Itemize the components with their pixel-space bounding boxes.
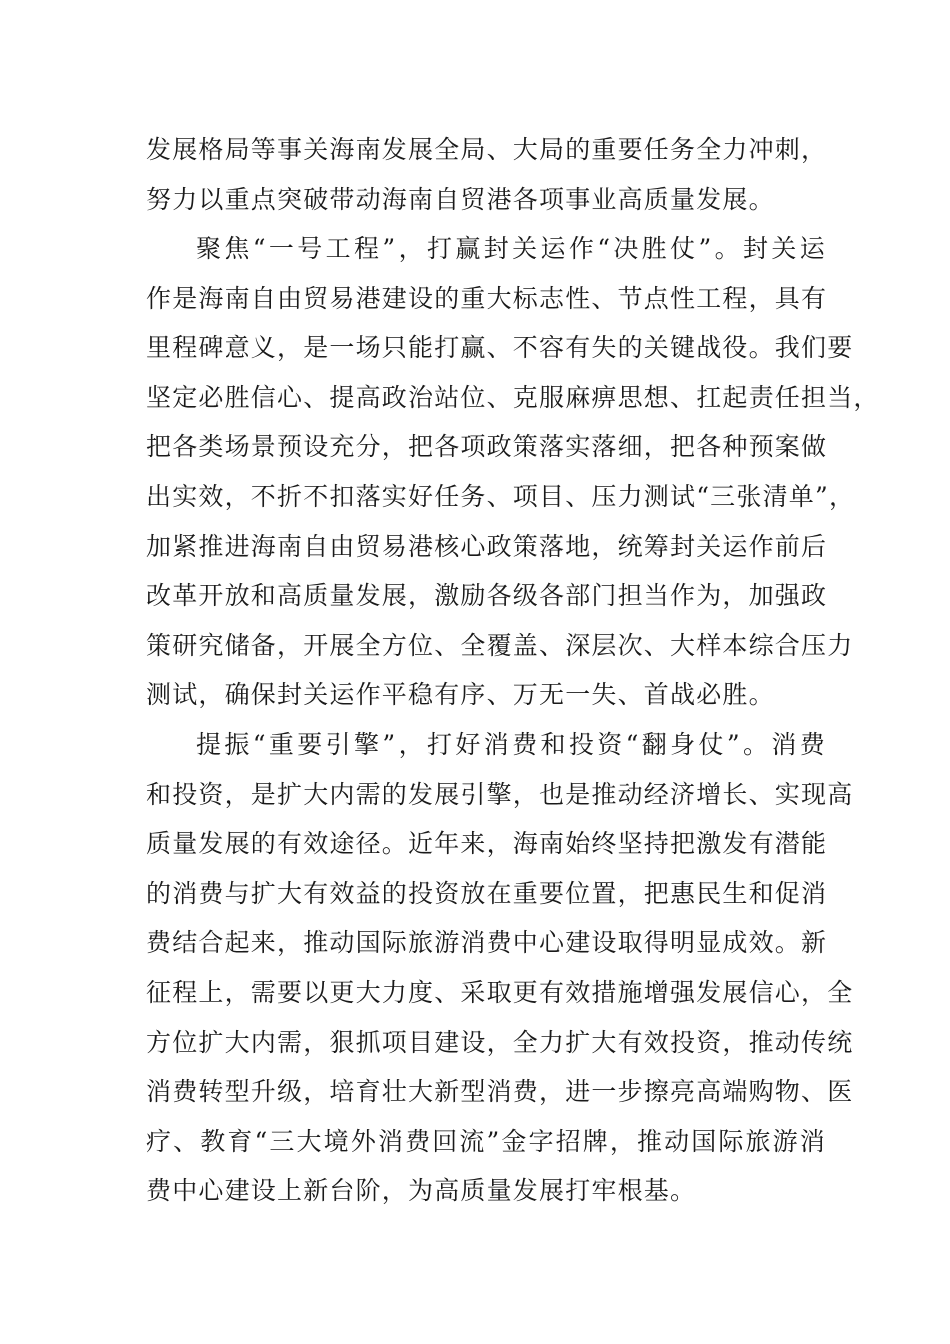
paragraph-line: 方位扩大内需，狠抓项目建设，全力扩大有效投资，推动传统 bbox=[146, 1027, 854, 1057]
paragraph-2 bbox=[146, 224, 880, 720]
paragraph-line: 策研究储备，开展全方位、全覆盖、深层次、大样本综合压力 bbox=[146, 630, 854, 660]
paragraph-line: 作是海南自由贸易港建设的重大标志性、节点性工程，具有 bbox=[146, 283, 828, 313]
paragraph-line: 出实效，不折不扣落实好任务、项目、压力测试“三张清单”， bbox=[146, 481, 856, 511]
paragraph-line: 发展格局等事关海南发展全局、大局的重要任务全力冲刺， bbox=[146, 135, 828, 164]
paragraph-line: 质量发展的有效途径。近年来，海南始终坚持把激发有潜能 bbox=[146, 829, 828, 859]
paragraph-line: 费结合起来，推动国际旅游消费中心建设取得明显成效。新 bbox=[146, 928, 828, 958]
paragraph-line: 加紧推进海南自由贸易港核心政策落地，统筹封关运作前后 bbox=[146, 531, 828, 561]
paragraph-line: 改革开放和高质量发展，激励各级各部门担当作为，加强政 bbox=[146, 581, 828, 611]
paragraph-3 bbox=[146, 720, 854, 1216]
paragraph-line: 征程上，需要以更大力度、采取更有效措施增强发展信心，全 bbox=[146, 977, 854, 1007]
paragraph-line: 努力以重点突破带动海南自贸港各项事业高质量发展。 bbox=[146, 184, 775, 214]
paragraph-line: 坚定必胜信心、提高政治站位、克服麻痹思想、扛起责任担当， bbox=[146, 382, 880, 412]
paragraph-line: 里程碑意义，是一场只能打赢、不容有失的关键战役。我们要 bbox=[146, 333, 854, 363]
paragraph-line: 提振“重要引擎”，打好消费和投资“翻身仗”。消费 bbox=[196, 730, 826, 759]
paragraph-line: 把各类场景预设充分，把各项政策落实落细，把各种预案做 bbox=[146, 432, 828, 462]
paragraph-line: 和投资，是扩大内需的发展引擎，也是推动经济增长、实现高 bbox=[146, 779, 854, 809]
paragraph-line: 消费转型升级，培育壮大新型消费，进一步擦亮高端购物、医 bbox=[146, 1077, 854, 1107]
paragraph-line: 疗、教育“三大境外消费回流”金字招牌，推动国际旅游消 bbox=[146, 1126, 826, 1156]
paragraph-line: 费中心建设上新台阶，为高质量发展打牢根基。 bbox=[146, 1176, 697, 1206]
paragraph-1 bbox=[146, 125, 826, 224]
paragraph-line: 聚焦“一号工程”，打赢封关运作“决胜仗”。封关运 bbox=[196, 234, 826, 263]
paragraph-line: 的消费与扩大有效益的投资放在重要位置，把惠民生和促消 bbox=[146, 878, 828, 908]
paragraph-line: 测试，确保封关运作平稳有序、万无一失、首战必胜。 bbox=[146, 680, 775, 710]
